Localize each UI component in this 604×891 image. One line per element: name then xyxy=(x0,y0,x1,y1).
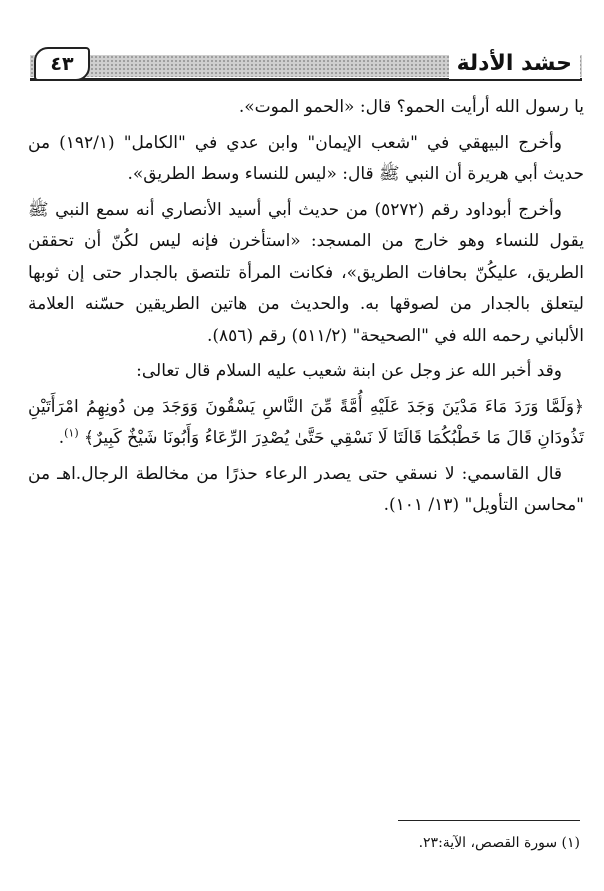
footnote-reference: (١) xyxy=(64,426,79,440)
quran-verse-text: ﴿وَلَمَّا وَرَدَ مَاءَ مَدْيَنَ وَجَدَ عَلَيْهِ أُمَّةً مِّنَ النَّاسِ يَسْقُونَ وَوَجَدَ مِن دُونِهِمُ امْرَأَتَيْنِ تَذُودَانِ قَالَ مَا خَطْبُكُمَا قَالَتَا لَا نَسْقِي حَتَّىٰ يُصْدِرَ الرِّعَاءُ وَأَبُونَا شَيْخٌ كَبِيرٌ﴾ xyxy=(28,396,584,448)
footnote-number: (١) xyxy=(561,835,580,851)
paragraph-qasimi: قال القاسمي: لا نسقي حتى يصدر الرعاء حذرًا من مخالطة الرجال.اهـ من "محاسن التأويل" (١٣/ ١٠١). xyxy=(28,463,584,515)
page-number: ٤٣ xyxy=(34,47,90,81)
page-header xyxy=(30,45,582,83)
quran-verse: ﴿وَلَمَّا وَرَدَ مَاءَ مَدْيَنَ وَجَدَ عَلَيْهِ أُمَّةً مِّنَ النَّاسِ يَسْقُونَ وَوَجَدَ مِن دُونِهِمُ امْرَأَتَيْنِ تَذُودَانِ قَالَ مَا خَطْبُكُمَا قَالَتَا لَا نَسْقِي حَتَّىٰ يُصْدِرَ الرِّعَاءُ وَأَبُونَا شَيْخٌ كَبِيرٌ﴾ $^{(١)}$. xyxy=(28,396,584,448)
footnote-separator xyxy=(398,820,580,821)
paragraph-hadith-hamw: يا رسول الله أرأيت الحمو؟ قال: «الحمو الموت». xyxy=(238,97,584,117)
paragraph-intro-verse: وقد أخبر الله عز وجل عن ابنة شعيب عليه السلام قال تعالى: xyxy=(136,361,562,381)
paragraph-abu-dawud: وأخرج أبوداود رقم (٥٢٧٢) من حديث أبي أسيد الأنصاري أنه سمع النبي ﷺ يقول للنساء وهو خارج من المسجد: «استأخرن فإنه ليس لكُنّ أن تحققن الطريق، عليكُنّ بحافات الطريق»، فكانت المرأة تلتصق بالجدار حتى إن ثوبها ليتعلق بالجدار من لصوقها به. والحديث من هاتين الطريقين حسّنه العلامة الألباني رحمه الله في "الصحيحة" (٥١١/٢) رقم (٨٥٦). xyxy=(28,199,584,346)
page-body xyxy=(28,92,584,526)
footnote-text: سورة القصص، الآية:٢٣. xyxy=(418,835,558,851)
footnote xyxy=(180,832,580,854)
running-title: حشد الأدلة xyxy=(449,49,580,79)
paragraph-bayhaqi: وأخرج البيهقي في "شعب الإيمان" وابن عدي في "الكامل" (١٩٢/١) من حديث أبي هريرة أن النبي ﷺ قال: «ليس للنساء وسط الطريق». xyxy=(28,132,584,184)
